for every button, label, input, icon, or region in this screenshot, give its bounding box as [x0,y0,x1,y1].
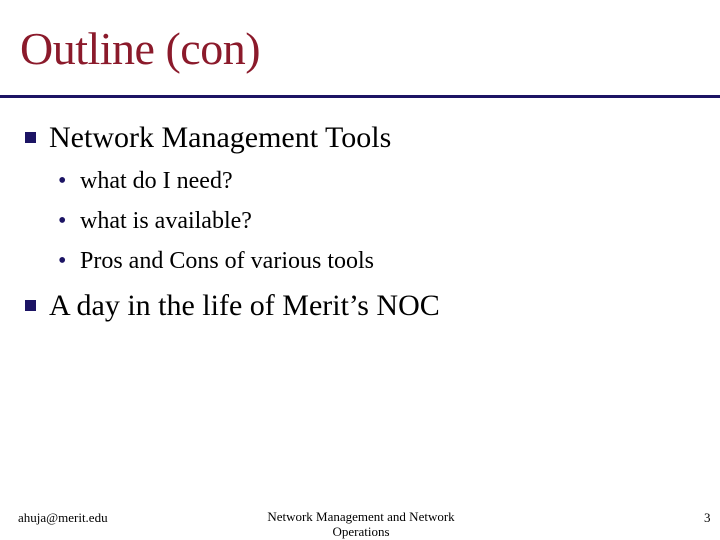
bullet-day-in-life-noc: A day in the life of Merit’s NOC [49,289,440,322]
subitem-what-do-i-need: what do I need? [80,168,233,194]
dot-bullet-icon: • [58,168,67,194]
footer-email: ahuja@merit.edu [18,510,108,525]
title-underline [0,95,720,98]
slide-title: Outline (con) [20,23,261,74]
dot-bullet-icon: • [58,248,67,274]
dot-bullet-icon: • [58,208,67,234]
footer-presentation-title: Network Management and Network Operations [267,509,455,539]
bullet-network-management-tools: Network Management Tools [49,121,392,154]
footer-page-number: 3 [704,510,711,525]
square-bullet-icon [25,300,36,311]
subitem-what-is-available: what is available? [80,208,252,234]
subitem-pros-and-cons: Pros and Cons of various tools [80,248,374,274]
square-bullet-icon [25,132,36,143]
